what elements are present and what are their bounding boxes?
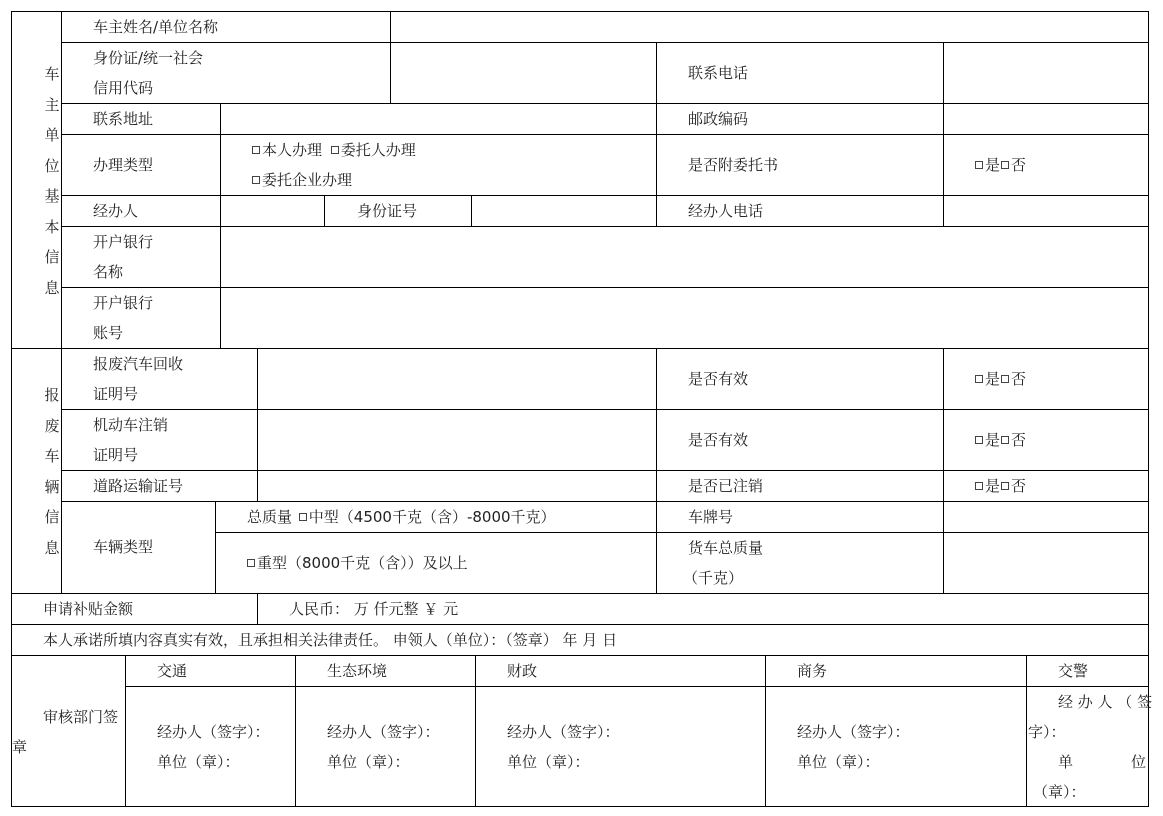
company-handle-checkbox[interactable] — [252, 171, 352, 189]
address-field[interactable] — [222, 105, 655, 133]
review-label-line2: 章 — [12, 738, 28, 756]
bank-name-label-line1: 开户银行 — [93, 233, 154, 251]
owner-title-char: 信 — [44, 248, 60, 266]
self-handle-checkbox[interactable] — [252, 141, 322, 159]
handle-options-line1 — [252, 140, 416, 160]
scrap-title-char: 信 — [44, 508, 60, 526]
subsidy-amount-text[interactable]: 人民币： 万 仟元整 ￥ 元 — [289, 600, 459, 618]
proxy-handle-checkbox[interactable] — [327, 141, 416, 159]
scrap-title-char: 报 — [44, 386, 60, 404]
dept-finance-header: 财政 — [507, 662, 538, 680]
heavy-type-label: 重型（8000千克（含））及以上 — [257, 554, 468, 572]
bank-account-field[interactable] — [222, 289, 1146, 347]
environment-sign-field[interactable]: 经办人（签字）： — [327, 723, 440, 741]
yes-label: 是 — [985, 156, 1001, 174]
yes-label: 是 — [985, 431, 1001, 449]
dept-traffic-police-header: 交警 — [1058, 662, 1089, 680]
cancelled-label: 是否已注销 — [688, 477, 764, 495]
attach-no-checkbox[interactable] — [1000, 156, 1026, 174]
subsidy-label: 申请补贴金额 — [43, 600, 134, 618]
dept-commerce-header: 商务 — [797, 662, 828, 680]
scrap-title-char: 辆 — [44, 477, 60, 496]
cancelled-yes-checkbox[interactable] — [975, 477, 1000, 495]
medium-type-checkbox[interactable] — [297, 508, 556, 526]
transport-cert-label: 道路运输证号 — [93, 477, 184, 495]
dereg-valid-no-checkbox[interactable] — [1000, 431, 1026, 449]
dereg-valid-yes-no — [975, 430, 1026, 450]
id-number-field[interactable] — [392, 44, 655, 102]
commerce-sign-field[interactable]: 经办人（签字）： — [797, 723, 910, 741]
agent-phone-label: 经办人电话 — [688, 202, 764, 220]
recycle-cert-label-line2: 证明号 — [93, 385, 139, 403]
mass-label: 总质量 — [247, 508, 293, 526]
heavy-type-option — [247, 553, 468, 573]
truck-mass-field[interactable] — [945, 534, 1146, 592]
handle-options-line2 — [252, 170, 352, 190]
recycle-valid-label: 是否有效 — [688, 370, 749, 388]
medium-type-option — [247, 507, 556, 527]
attach-yes-checkbox[interactable] — [975, 156, 1000, 174]
agent-id-field[interactable] — [473, 197, 655, 225]
owner-title-char: 单 — [44, 126, 60, 144]
id-label-line1: 身份证/统一社会 — [93, 49, 204, 67]
cancelled-yes-no — [975, 476, 1026, 496]
address-label: 联系地址 — [93, 110, 154, 128]
bank-account-label-line2: 账号 — [93, 324, 124, 342]
traffic-police-sign-line1[interactable]: 经 办 人 （ 签 — [1058, 693, 1153, 711]
truck-mass-label-line1: 货车总质量 — [688, 539, 764, 557]
scrap-section-title — [42, 380, 62, 563]
postcode-label: 邮政编码 — [688, 110, 749, 128]
no-label: 否 — [1011, 370, 1027, 388]
owner-title-char: 本 — [44, 217, 60, 236]
dereg-cert-label-line1: 机动车注销 — [93, 416, 169, 434]
owner-name-field[interactable] — [392, 13, 1146, 41]
company-handle-label: 委托企业办理 — [262, 171, 353, 189]
owner-title-char: 位 — [44, 156, 60, 175]
transport-unit-field[interactable]: 单位（章）： — [157, 753, 240, 771]
traffic-police-unit-line2: （章）： — [1033, 783, 1086, 801]
id-label-line2: 信用代码 — [93, 79, 154, 97]
traffic-police-unit-a[interactable]: 单 — [1058, 753, 1074, 771]
recycle-valid-yes-no — [975, 369, 1026, 389]
proxy-handle-label: 委托人办理 — [340, 141, 416, 159]
contact-phone-label: 联系电话 — [688, 64, 749, 82]
plate-label: 车牌号 — [688, 508, 734, 526]
yes-label: 是 — [985, 370, 1001, 388]
no-label: 否 — [1011, 477, 1027, 495]
agent-id-label: 身份证号 — [357, 202, 418, 220]
dereg-cert-field[interactable] — [259, 411, 655, 469]
bank-account-label-line1: 开户银行 — [93, 294, 154, 312]
vehicle-type-label: 车辆类型 — [93, 538, 154, 556]
truck-mass-label-line2: （千克） — [683, 569, 744, 587]
cancelled-no-checkbox[interactable] — [1000, 477, 1026, 495]
review-label-line1: 审核部门签 — [43, 708, 119, 726]
dept-environment-header: 生态环境 — [327, 662, 388, 680]
dereg-valid-yes-checkbox[interactable] — [975, 431, 1000, 449]
environment-unit-field[interactable]: 单位（章）： — [327, 753, 410, 771]
no-label: 否 — [1011, 156, 1027, 174]
finance-sign-field[interactable]: 经办人（签字）： — [507, 723, 620, 741]
recycle-valid-no-checkbox[interactable] — [1000, 370, 1026, 388]
scrap-title-char: 车 — [44, 447, 60, 465]
contact-phone-field[interactable] — [945, 44, 1146, 102]
agent-phone-field[interactable] — [945, 197, 1146, 225]
yes-label: 是 — [985, 477, 1001, 495]
owner-title-char: 车 — [44, 65, 60, 83]
self-handle-label: 本人办理 — [262, 141, 323, 159]
owner-section-title — [42, 59, 62, 303]
owner-title-char: 基 — [44, 187, 60, 205]
medium-type-label: 中型（4500千克（含）-8000千克） — [308, 508, 556, 526]
recycle-cert-label-line1: 报废汽车回收 — [93, 355, 184, 373]
transport-sign-field[interactable]: 经办人（签字）： — [157, 723, 270, 741]
bank-name-field[interactable] — [222, 228, 1146, 286]
heavy-type-checkbox[interactable] — [247, 554, 468, 572]
attach-power-of-attorney-label: 是否附委托书 — [688, 156, 779, 174]
dereg-cert-label-line2: 证明号 — [93, 446, 139, 464]
traffic-police-sign-line2: 字）： — [1028, 723, 1066, 741]
postcode-field[interactable] — [945, 105, 1146, 133]
transport-cert-field[interactable] — [259, 472, 655, 500]
recycle-cert-field[interactable] — [259, 350, 655, 408]
scrap-title-char: 废 — [44, 416, 60, 435]
plate-field[interactable] — [945, 503, 1146, 531]
attach-yes-no — [975, 155, 1026, 175]
agent-name-field[interactable] — [222, 197, 323, 225]
no-label: 否 — [1011, 431, 1027, 449]
dereg-valid-label: 是否有效 — [688, 431, 749, 449]
scrap-title-char: 息 — [44, 538, 60, 557]
bank-name-label-line2: 名称 — [93, 263, 124, 281]
owner-name-label: 车主姓名/单位名称 — [93, 18, 219, 36]
commerce-unit-field[interactable]: 单位（章）： — [797, 753, 880, 771]
finance-unit-field[interactable]: 单位（章）： — [507, 753, 590, 771]
traffic-police-unit-b: 位 — [1131, 753, 1147, 771]
owner-title-char: 息 — [44, 278, 60, 297]
owner-title-char: 主 — [44, 95, 60, 114]
handle-type-label: 办理类型 — [93, 156, 154, 174]
agent-label: 经办人 — [93, 202, 139, 220]
pledge-statement: 本人承诺所填内容真实有效，且承担相关法律责任。 申领人（单位）：（签章） 年 月 日 — [43, 631, 618, 649]
recycle-valid-yes-checkbox[interactable] — [975, 370, 1000, 388]
dept-transport-header: 交通 — [157, 662, 188, 680]
